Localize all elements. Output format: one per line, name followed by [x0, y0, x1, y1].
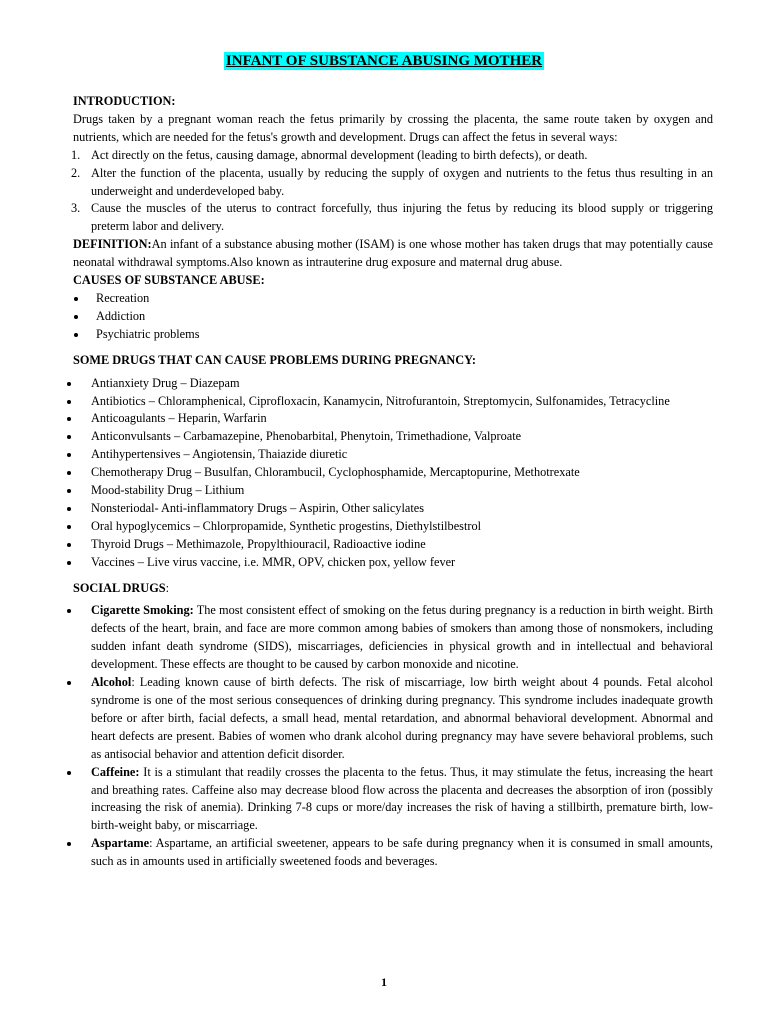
list-item: Anticoagulants – Heparin, Warfarin: [73, 410, 713, 428]
list-item: Oral hypoglycemics – Chlorpropamide, Synthetic progestins, Diethylstilbestrol: [73, 518, 713, 536]
list-item: Anticonvulsants – Carbamazepine, Phenobarbital, Phenytoin, Trimethadione, Valproate: [73, 428, 713, 446]
list-item: Nonsteriodal- Anti-inflammatory Drugs – Aspirin, Other salicylates: [73, 500, 713, 518]
intro-points: [73, 147, 713, 237]
list-item: Aspartame: Aspartame, an artificial sweetener, appears to be safe during pregnancy when it is consumed in small amounts, such as in amounts used in artificially sweetened foods and beverages.: [73, 835, 713, 871]
social-heading: SOCIAL DRUGS:: [73, 580, 170, 595]
list-item: Cigarette Smoking: The most consistent effect of smoking on the fetus during pregnancy is a reduction in birth weight. Birth defects of the heart, brain, and face are more common among babies of smokers than among those of nonsmokers, including sudden infant death syndrome (SIDS), miscarriages, deficiencies in physical growth and in intellectual and behavioral development. These effects are thought to be caused by carbon monoxide and nicotine.: [73, 602, 713, 674]
list-item: Psychiatric problems: [73, 326, 713, 344]
list-item: Chemotherapy Drug – Busulfan, Chlorambucil, Cyclophosphamide, Mercaptopurine, Methotrexate: [73, 464, 713, 482]
title-wrap: [0, 52, 768, 70]
drugs-heading: SOME DRUGS THAT CAN CAUSE PROBLEMS DURING PREGNANCY:: [73, 352, 476, 367]
list-item: Addiction: [73, 308, 713, 326]
list-item: Vaccines – Live virus vaccine, i.e. MMR, OPV, chicken pox, yellow fever: [73, 554, 713, 572]
causes-list: [73, 290, 713, 344]
intro-text: Drugs taken by a pregnant woman reach the fetus primarily by crossing the placenta, the same route taken by oxygen and nutrients, which are needed for the fetus's growth and development. Drugs can affect the fetus in several ways:: [73, 111, 713, 144]
list-item: Antibiotics – Chloramphenical, Ciprofloxacin, Kanamycin, Nitrofurantoin, Streptomycin, Sulfonamides, Tetracycline: [73, 393, 713, 411]
list-item: Recreation: [73, 290, 713, 308]
definition-label: DEFINITION:: [73, 237, 152, 252]
definition: [73, 236, 713, 272]
list-item: Mood-stability Drug – Lithium: [73, 482, 713, 500]
drugs-list: [73, 375, 713, 572]
intro-point: 2. Alter the function of the placenta, usually by reducing the supply of oxygen and nutrients to the fetus thus resulting in an underweight and underdeveloped baby.: [71, 165, 713, 198]
causes-heading: CAUSES OF SUBSTANCE ABUSE:: [73, 273, 265, 288]
list-item: Antianxiety Drug – Diazepam: [73, 375, 713, 393]
document-body: [73, 93, 713, 871]
social-list: [73, 602, 713, 871]
intro-point: 1. Act directly on the fetus, causing damage, abnormal development (leading to birth defects), or death.: [71, 147, 588, 162]
definition-text: An infant of a substance abusing mother (ISAM) is one whose mother has taken drugs that may potentially cause neonatal withdrawal symptoms.Also known as intrauterine drug exposure and maternal drug abuse.: [73, 237, 713, 270]
page-number: 1: [381, 975, 387, 989]
list-item: Antihypertensives – Angiotensin, Thaiazide diuretic: [73, 446, 713, 464]
list-item: Thyroid Drugs – Methimazole, Propylthiouracil, Radioactive iodine: [73, 536, 713, 554]
list-item: Caffeine: It is a stimulant that readily crosses the placenta to the fetus. Thus, it may stimulate the fetus, increasing the heart and breathing rates. Caffeine also may decrease blood flow across the placenta and decreases the absorption of iron (possibly increasing the risk of anemia). Drinking 7-8 cups or more/day increases the risk of having a stillbirth, premature birth, low-birth-weight baby, or miscarriage.: [73, 764, 713, 836]
document-title: INFANT OF SUBSTANCE ABUSING MOTHER: [225, 53, 543, 69]
intro-heading: INTRODUCTION:: [73, 94, 176, 108]
list-item: Alcohol: Leading known cause of birth defects. The risk of miscarriage, low birth weight about 4 pounds. Fetal alcohol syndrome is one of the most serious consequences of drinking during pregnancy. This syndrome includes inadequate growth before or after birth, facial defects, a small head, mental retardation, and abnormal behavioral development. Abnormal and heart defects are present. Babies of women who drank alcohol during pregnancy may have severe behavioral problems, such as antisocial behavior and attention deficit disorder.: [73, 674, 713, 764]
intro-point: 3. Cause the muscles of the uterus to contract forcefully, thus injuring the fetus by reducing its blood supply or triggering preterm labor and delivery.: [71, 201, 713, 234]
